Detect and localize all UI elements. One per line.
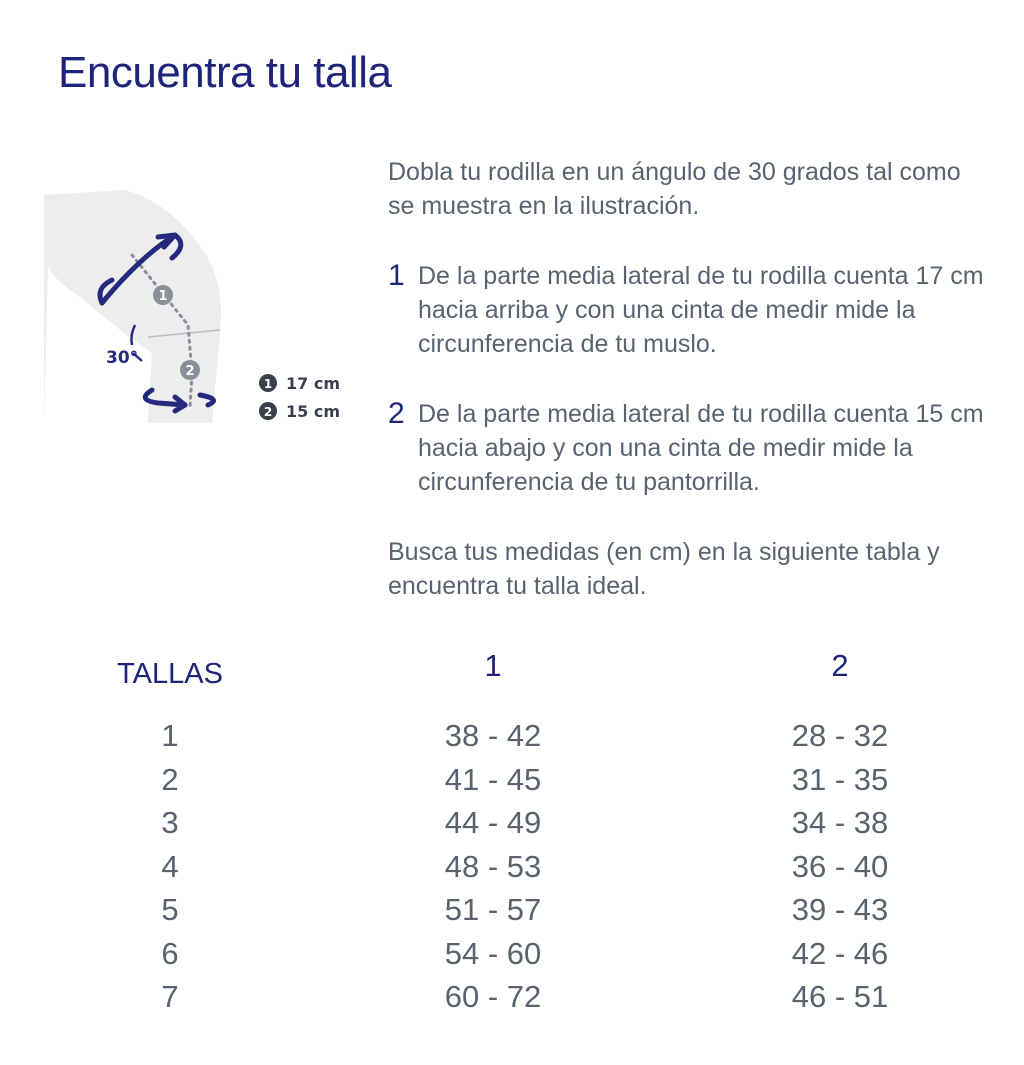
- calf-range-cell: 34 - 38: [791, 805, 889, 840]
- size-cell: 7: [161, 979, 179, 1014]
- step-2-number: 2: [388, 397, 405, 430]
- legend-1-value: 17 cm: [286, 374, 340, 393]
- calf-range-cell: 46 - 51: [791, 979, 889, 1014]
- thigh-range-cell: 38 - 42: [444, 718, 542, 753]
- step-1-number: 1: [388, 259, 405, 292]
- table-row: [0, 762, 1024, 806]
- page-title: Encuentra tu talla: [58, 48, 392, 97]
- knee-measurement-illustration: [40, 185, 360, 430]
- step-2: [388, 397, 988, 499]
- size-table: [0, 648, 1024, 1023]
- calf-range-cell: 42 - 46: [791, 935, 889, 971]
- legend-2-value: 15 cm: [286, 402, 340, 421]
- step-1-text: De la parte media lateral de tu rodilla cuenta 17 cm hacia arriba y con una cinta de medir mide la circunferencia de tu muslo.: [418, 262, 984, 358]
- size-cell: 2: [161, 761, 179, 797]
- thigh-range-cell: 44 - 49: [444, 805, 542, 840]
- step-1: [388, 259, 988, 361]
- calf-range-cell: 28 - 32: [791, 718, 889, 753]
- thigh-range-cell: 54 - 60: [444, 935, 542, 971]
- size-cell: 4: [161, 848, 179, 884]
- thigh-range-cell: 51 - 57: [444, 892, 542, 927]
- calf-range-cell: 39 - 43: [791, 892, 889, 927]
- thigh-range-cell: 48 - 53: [444, 848, 542, 884]
- angle-label: 30°: [106, 348, 139, 368]
- header-measure-2: 2: [831, 648, 849, 683]
- table-row: [0, 892, 1024, 936]
- thigh-range-cell: 41 - 45: [444, 761, 542, 797]
- header-tallas: TALLAS: [117, 658, 223, 690]
- calf-range-cell: 36 - 40: [791, 848, 889, 884]
- size-cell: 5: [161, 892, 179, 927]
- instructions-outro: Busca tus medidas (en cm) en la siguiente tabla y encuentra tu talla ideal.: [388, 538, 940, 600]
- instructions-intro: Dobla tu rodilla en un ángulo de 30 grados tal como se muestra en la ilustración.: [388, 158, 961, 220]
- legend-1-num: 1: [263, 377, 273, 391]
- size-cell: 1: [161, 718, 179, 753]
- leg-silhouette: [44, 190, 221, 423]
- thigh-range-cell: 60 - 72: [444, 979, 542, 1014]
- instructions: [388, 155, 988, 603]
- step-2-text: De la parte media lateral de tu rodilla cuenta 15 cm hacia abajo y con una cinta de medir mide la circunferencia de tu pantorrilla.: [418, 400, 984, 496]
- legend-2-num: 2: [263, 405, 273, 419]
- table-row: [0, 805, 1024, 849]
- point-2-label: 2: [185, 364, 195, 379]
- table-row: [0, 936, 1024, 980]
- size-cell: 6: [161, 935, 179, 971]
- table-row: [0, 718, 1024, 762]
- point-1-label: 1: [158, 289, 168, 304]
- size-cell: 3: [161, 805, 179, 840]
- calf-range-cell: 31 - 35: [791, 761, 889, 797]
- table-header-row: [0, 648, 1024, 718]
- table-row: [0, 979, 1024, 1023]
- header-measure-1: 1: [484, 648, 502, 683]
- table-row: [0, 849, 1024, 893]
